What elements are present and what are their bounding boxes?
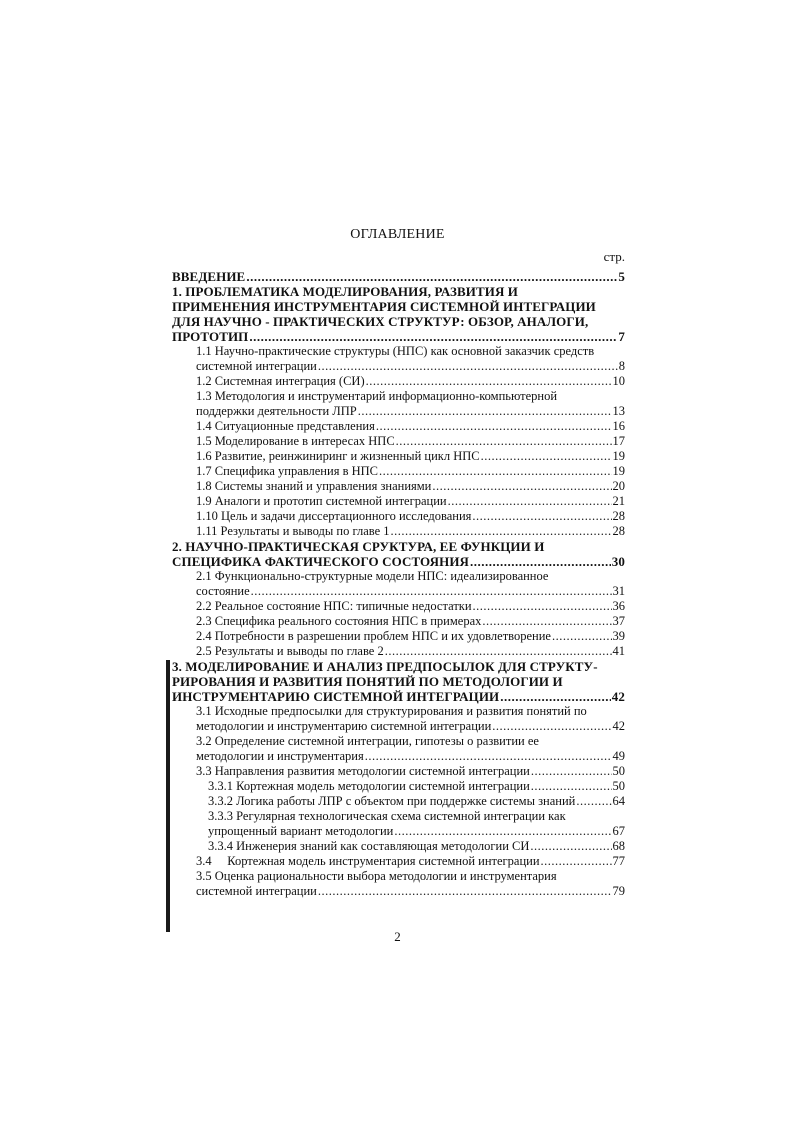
toc-section-3-4[interactable]: 3.4 Кортежная модель инструментария системной интеграции ..... 77 [172, 854, 625, 869]
toc-section-2-4[interactable]: 2.4 Потребности в разрешении проблем НПС и их удовлетворение ..... 39 [172, 629, 625, 644]
toc-section-1-1[interactable]: системной интеграции ..... 8 [172, 359, 625, 374]
toc-intro[interactable]: ВВЕДЕНИЕ ..... 5 [172, 269, 625, 284]
toc-chapter-1-line: ПРИМЕНЕНИЯ ИНСТРУМЕНТАРИЯ СИСТЕМНОЙ ИНТЕГРАЦИИ [172, 299, 596, 314]
toc-section-3-3-3-first: 3.3.3 Регулярная технологическая схема системной интеграции как [208, 809, 566, 823]
toc-section-3-1[interactable]: методологии и инструментарию системной интеграции ..... 42 [172, 719, 625, 734]
page-column-label: стр. [603, 249, 625, 264]
page-number: 2 [394, 929, 401, 944]
toc-section-1-10[interactable]: 1.10 Цель и задачи диссертационного исследования ..... 28 [172, 509, 625, 524]
table-of-contents [172, 269, 625, 899]
toc-section-2-1-first: 2.1 Функционально-структурные модели НПС: идеализированное [196, 569, 549, 583]
toc-chapter-1-line: 1. ПРОБЛЕМАТИКА МОДЕЛИРОВАНИЯ, РАЗВИТИЯ И [172, 284, 519, 299]
toc-section-1-8[interactable]: 1.8 Системы знаний и управления знаниями ..... 20 [172, 479, 625, 494]
toc-section-1-3[interactable]: поддержки деятельности ЛПР ..... 13 [172, 404, 625, 419]
scan-edge-shadow [166, 660, 170, 932]
toc-section-2-5[interactable]: 2.5 Результаты и выводы по главе 2 ..... 41 [172, 644, 625, 659]
toc-chapter-1-line: ДЛЯ НАУЧНО - ПРАКТИЧЕСКИХ СТРУКТУР: ОБЗОР, АНАЛОГИ, [172, 314, 589, 329]
toc-section-1-3-first: 1.3 Методология и инструментарий информационно-компьютерной [196, 389, 558, 403]
toc-section-3-5[interactable]: системной интеграции ..... 79 [172, 884, 625, 899]
toc-section-1-1-first: 1.1 Научно-практические структуры (НПС) как основной заказчик средств [196, 344, 595, 358]
toc-section-3-5-first: 3.5 Оценка рациональности выбора методологии и инструментария [196, 869, 557, 883]
toc-section-1-6[interactable]: 1.6 Развитие, реинжиниринг и жизненный цикл НПС ..... 19 [172, 449, 625, 464]
toc-section-3-3-2[interactable]: 3.3.2 Логика работы ЛПР с объектом при поддержке системы знаний ..... 64 [172, 794, 625, 809]
toc-section-1-11[interactable]: 1.11 Результаты и выводы по главе 1 ..... 28 [172, 524, 625, 539]
toc-section-3-3-3[interactable]: упрощенный вариант методологии ..... 67 [172, 824, 625, 839]
toc-chapter-3[interactable]: ИНСТРУМЕНТАРИЮ СИСТЕМНОЙ ИНТЕГРАЦИИ ..... 42 [172, 689, 625, 704]
toc-section-2-2[interactable]: 2.2 Реальное состояние НПС: типичные недостатки ..... 36 [172, 599, 625, 614]
toc-chapter-3-line: РИРОВАНИЯ И РАЗВИТИЯ ПОНЯТИЙ ПО МЕТОДОЛОГИИ И [172, 674, 563, 689]
toc-section-3-3[interactable]: 3.3 Направления развития методологии системной интеграции ..... 50 [172, 764, 625, 779]
toc-section-1-2[interactable]: 1.2 Системная интеграция (СИ) ..... 10 [172, 374, 625, 389]
toc-section-1-4[interactable]: 1.4 Ситуационные представления ..... 16 [172, 419, 625, 434]
toc-section-3-3-4[interactable]: 3.3.4 Инженерия знаний как составляющая методологии СИ ..... 68 [172, 839, 625, 854]
toc-section-3-2-first: 3.2 Определение системной интеграции, гипотезы о развитии ее [196, 734, 539, 748]
toc-chapter-2-line: 2. НАУЧНО-ПРАКТИЧЕСКАЯ СРУКТУРА, ЕЕ ФУНКЦИИ И [172, 539, 545, 554]
toc-section-3-2[interactable]: методологии и инструментария ..... 49 [172, 749, 625, 764]
toc-section-3-3-1[interactable]: 3.3.1 Кортежная модель методологии системной интеграции ..... 50 [172, 779, 625, 794]
toc-section-2-3[interactable]: 2.3 Специфика реального состояния НПС в примерах ..... 37 [172, 614, 625, 629]
toc-chapter-1[interactable]: ПРОТОТИП ..... 7 [172, 329, 625, 344]
toc-section-1-9[interactable]: 1.9 Аналоги и прототип системной интеграции ..... 21 [172, 494, 625, 509]
toc-section-2-1[interactable]: состояние ..... 31 [172, 584, 625, 599]
toc-section-1-7[interactable]: 1.7 Специфика управления в НПС ..... 19 [172, 464, 625, 479]
toc-chapter-3-line: 3. МОДЕЛИРОВАНИЕ И АНАЛИЗ ПРЕДПОСЫЛОК ДЛЯ СТРУКТУ- [172, 659, 598, 674]
page-title: ОГЛАВЛЕНИЕ [350, 227, 445, 242]
toc-section-3-1-first: 3.1 Исходные предпосылки для структурирования и развития понятий по [196, 704, 587, 718]
toc-section-1-5[interactable]: 1.5 Моделирование в интересах НПС ..... 17 [172, 434, 625, 449]
toc-chapter-2[interactable]: СПЕЦИФИКА ФАКТИЧЕСКОГО СОСТОЯНИЯ ..... 30 [172, 554, 625, 569]
